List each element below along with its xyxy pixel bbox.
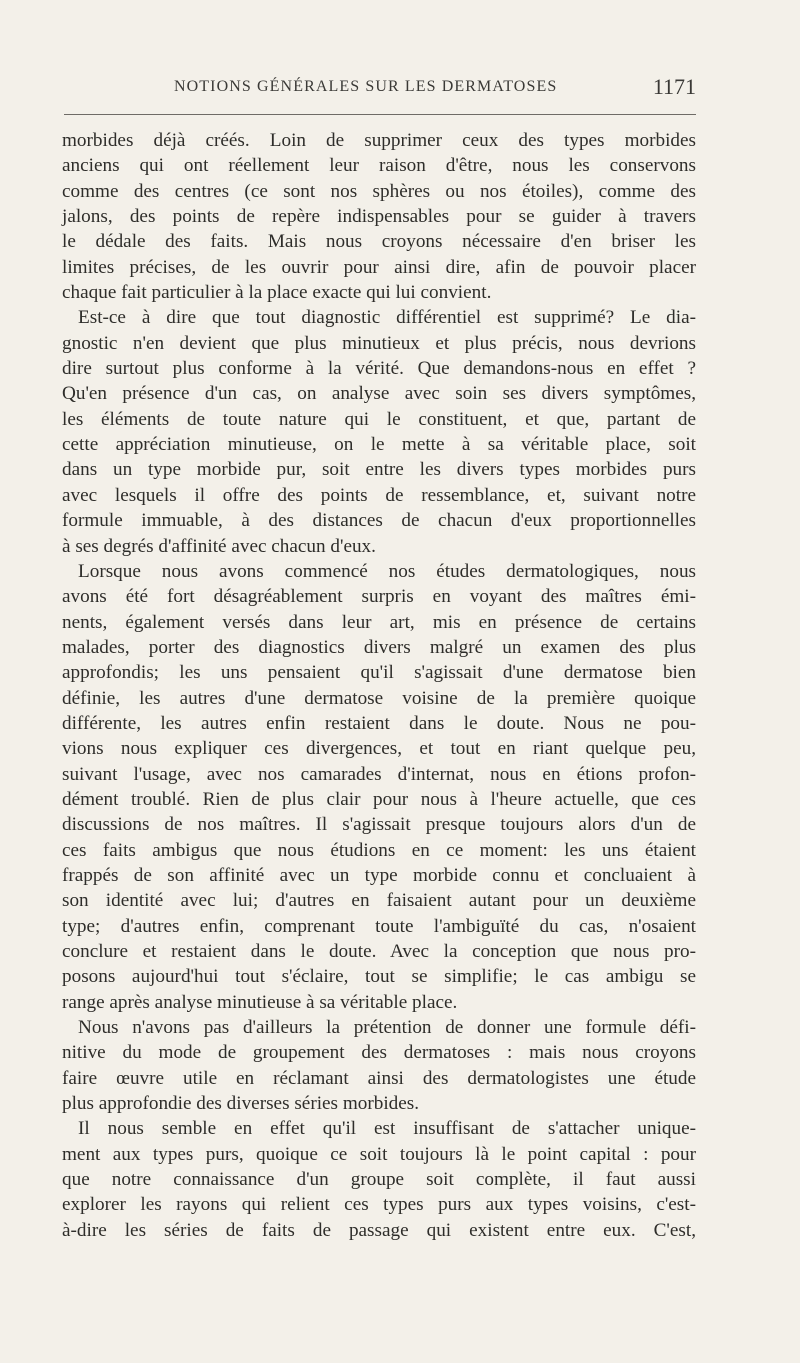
text-line: anciens qui ont réellement leur raison d'être, nous les conservons bbox=[62, 155, 696, 177]
text-line: dans un type morbide pur, soit entre les divers types morbides purs bbox=[62, 459, 696, 481]
text-line: faire œuvre utile en réclamant ainsi des dermatologistes une étude bbox=[62, 1067, 696, 1089]
text-line: dire surtout plus conforme à la vérité. Que demandons-nous en effet ? bbox=[62, 358, 696, 380]
text-line: vions nous expliquer ces divergences, et tout en riant quelque peu, bbox=[62, 738, 696, 760]
text-line: les éléments de toute nature qui le constituent, et que, partant de bbox=[62, 408, 696, 430]
text-line: gnostic n'en devient que plus minutieux et plus précis, nous devrions bbox=[62, 332, 696, 354]
page-header bbox=[64, 74, 696, 102]
text-line: plus approfondie des diverses séries morbides. bbox=[62, 1093, 420, 1115]
paragraph bbox=[62, 1015, 696, 1116]
text-line: explorer les rayons qui relient ces types purs aux types voisins, c'est- bbox=[62, 1194, 696, 1216]
running-title: NOTIONS GÉNÉRALES SUR LES DERMATOSES bbox=[174, 78, 558, 95]
text-line: ces faits ambigus que nous étudions en ce moment: les uns étaient bbox=[62, 839, 696, 861]
text-line: conclure et restaient dans le doute. Avec la conception que nous pro- bbox=[62, 941, 696, 962]
paragraph bbox=[62, 128, 696, 305]
paragraph bbox=[62, 1116, 696, 1243]
paragraph bbox=[62, 559, 696, 1015]
text-line: Est-ce à dire que tout diagnostic différentiel est supprimé? Le dia- bbox=[78, 307, 696, 329]
text-line: à ses degrés d'affinité avec chacun d'eux. bbox=[62, 535, 376, 557]
text-line: avons été fort désagréablement surpris en voyant des maîtres émi- bbox=[62, 586, 696, 608]
text-line: à-dire les séries de faits de passage qui existent entre eux. C'est, bbox=[62, 1219, 696, 1241]
text-line: jalons, des points de repère indispensables pour se guider à travers bbox=[62, 206, 696, 228]
paragraph bbox=[62, 305, 696, 558]
text-line: chaque fait particulier à la place exacte qui lui convient. bbox=[62, 282, 492, 304]
text-line: dément troublé. Rien de plus clair pour nous à l'heure actuelle, que ces bbox=[62, 788, 696, 810]
text-line: approfondis; les uns pensaient qu'il s'agissait d'une dermatose bien bbox=[62, 662, 696, 684]
text-line: cette appréciation minutieuse, on le mette à sa véritable place, soit bbox=[62, 434, 696, 456]
text-line: suivant l'usage, avec nos camarades d'internat, nous en étions profon- bbox=[62, 763, 696, 785]
text-line: ment aux types purs, quoique ce soit toujours là le point capital : pour bbox=[62, 1143, 696, 1165]
text-line: Lorsque nous avons commencé nos études dermatologiques, nous bbox=[78, 560, 696, 582]
text-line: type; d'autres enfin, comprenant toute l'ambiguïté du cas, n'osaient bbox=[62, 915, 696, 937]
text-line: range après analyse minutieuse à sa véritable place. bbox=[62, 991, 458, 1013]
text-line: morbides déjà créés. Loin de supprimer ceux des types morbides bbox=[62, 130, 696, 151]
page-number: 1171 bbox=[652, 74, 696, 99]
body-text bbox=[62, 128, 696, 1243]
header-rule bbox=[64, 114, 696, 115]
text-line: le dédale des faits. Mais nous croyons nécessaire d'en briser les bbox=[62, 231, 696, 253]
text-line: Qu'en présence d'un cas, on analyse avec soin ses divers symptômes, bbox=[62, 383, 696, 405]
text-line: discussions de nos maîtres. Il s'agissait presque toujours alors d'un de bbox=[62, 814, 696, 836]
text-line: frappés de son affinité avec un type morbide connu et concluaient à bbox=[62, 864, 696, 886]
text-line: Nous n'avons pas d'ailleurs la prétention de donner une formule défi- bbox=[78, 1017, 696, 1039]
text-line: avec lesquels il offre des points de ressemblance, et, suivant notre bbox=[62, 484, 696, 506]
text-line: que notre connaissance d'un groupe soit complète, il faut aussi bbox=[62, 1169, 696, 1191]
text-line: posons aujourd'hui tout s'éclaire, tout se simplifie; le cas ambigu se bbox=[62, 966, 696, 988]
text-line: définie, les autres d'une dermatose voisine de la première quoique bbox=[62, 687, 696, 709]
text-line: son identité avec lui; d'autres en faisaient autant pour un deuxième bbox=[62, 890, 696, 912]
text-line: comme des centres (ce sont nos sphères ou nos étoiles), comme des bbox=[62, 180, 696, 202]
text-line: malades, porter des diagnostics divers malgré un examen des plus bbox=[62, 636, 696, 658]
text-line: formule immuable, à des distances de chacun d'eux proportionnelles bbox=[62, 510, 696, 532]
text-line: différente, les autres enfin restaient dans le doute. Nous ne pou- bbox=[62, 712, 696, 734]
text-line: Il nous semble en effet qu'il est insuffisant de s'attacher unique- bbox=[78, 1118, 696, 1140]
text-line: nents, également versés dans leur art, mis en présence de certains bbox=[62, 611, 696, 633]
text-line: limites précises, de les ouvrir pour ainsi dire, afin de pouvoir placer bbox=[62, 256, 696, 278]
text-line: nitive du mode de groupement des dermatoses : mais nous croyons bbox=[62, 1042, 696, 1064]
